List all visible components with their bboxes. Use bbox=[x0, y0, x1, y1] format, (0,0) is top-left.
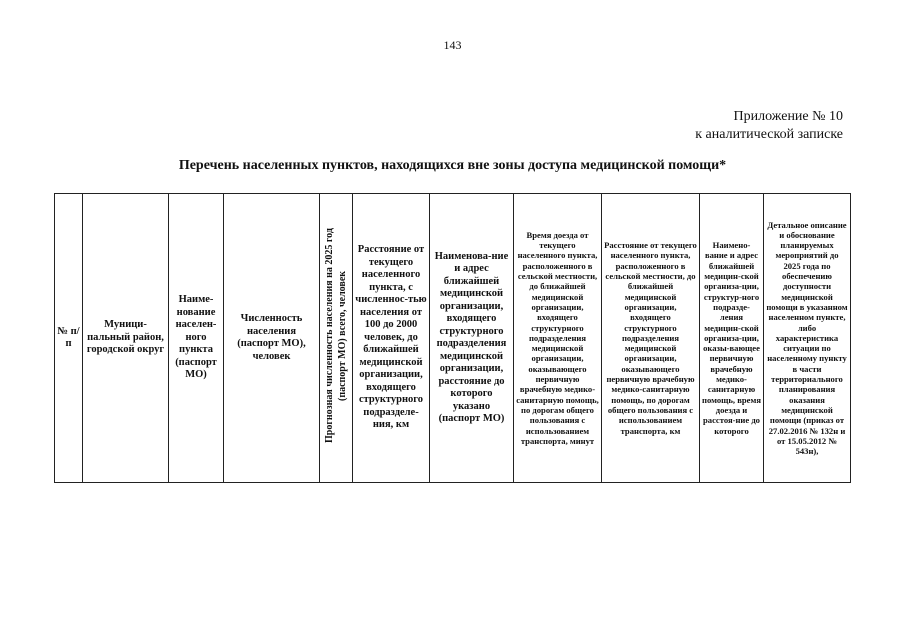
header-cell-forecast-population bbox=[320, 194, 353, 483]
header-cell-travel-distance: Расстояние от текущего населенного пункта, расположенного в сельской местности, до ближайшей медицинской организации, входящего структурного подразделения медицинской организации, оказывающего первичную врачебную медико-санитарную помощь, по дорогам общего пользования с использованием транспорта, км bbox=[602, 194, 700, 483]
header-cell-population: Численность населения (паспорт МО), человек bbox=[224, 194, 320, 483]
header-cell-district: Муници-пальный район, городской округ bbox=[83, 194, 169, 483]
appendix-reference: к аналитической записке bbox=[695, 127, 843, 142]
header-cell-forecast-population-text: Прогнозная численность населения на 2025 год (паспорт МО) всего, человек bbox=[324, 228, 348, 443]
appendix-label: Приложение № 10 bbox=[733, 109, 843, 124]
header-cell-settlement-name: Наиме-нование населен-ного пункта (паспорт МО) bbox=[169, 194, 224, 483]
header-cell-planned-measures: Детальное описание и обоснование планируемых мероприятий до 2025 года по обеспечению доступности медицинской помощи в указанном населенном пункте, либо характеристика ситуации по населенному пункту в части территориального планирования оказания медицинской помощи (приказ от 27.02.2016 № 132н и от 15.05.2012 № 543н), bbox=[764, 194, 851, 483]
header-cell-number: № п/п bbox=[55, 194, 83, 483]
settlements-table bbox=[54, 193, 851, 483]
header-cell-distance-to-medical-org: Расстояние от текущего населенного пункта, с численнос-тью населения от 100 до 2000 человек, до ближайшей медицинской организации, входящего структурного подразделе-ния, км bbox=[353, 194, 430, 483]
table-header-row bbox=[55, 194, 851, 483]
header-cell-nearest-medical-org: Наименова-ние и адрес ближайшей медицинской организации, входящего структурного подразделения медицинской организации, расстояние до которого указано (паспорт МО) bbox=[430, 194, 514, 483]
header-cell-primary-care-org: Наимено-вание и адрес ближайшей медицин-ской организа-ции, структур-ного подразде-ления медицин-ской организа-ции, оказы-вающее первичную врачебную медико-санитарную помощь, время доезда и расстоя-ние до которого bbox=[700, 194, 764, 483]
document-title: Перечень населенных пунктов, находящихся вне зоны доступа медицинской помощи* bbox=[178, 158, 727, 173]
page-number: 143 bbox=[443, 38, 462, 52]
header-cell-travel-time: Время доезда от текущего населенного пункта, расположенного в сельской местности, до ближайшей медицинской организации, входящего структурного подразделения медицинской организации, оказывающего первичную врачебную медико-санитарную помощь, по дорогам общего пользования с использованием транспорта, минут bbox=[514, 194, 602, 483]
appendix-block bbox=[695, 108, 843, 144]
